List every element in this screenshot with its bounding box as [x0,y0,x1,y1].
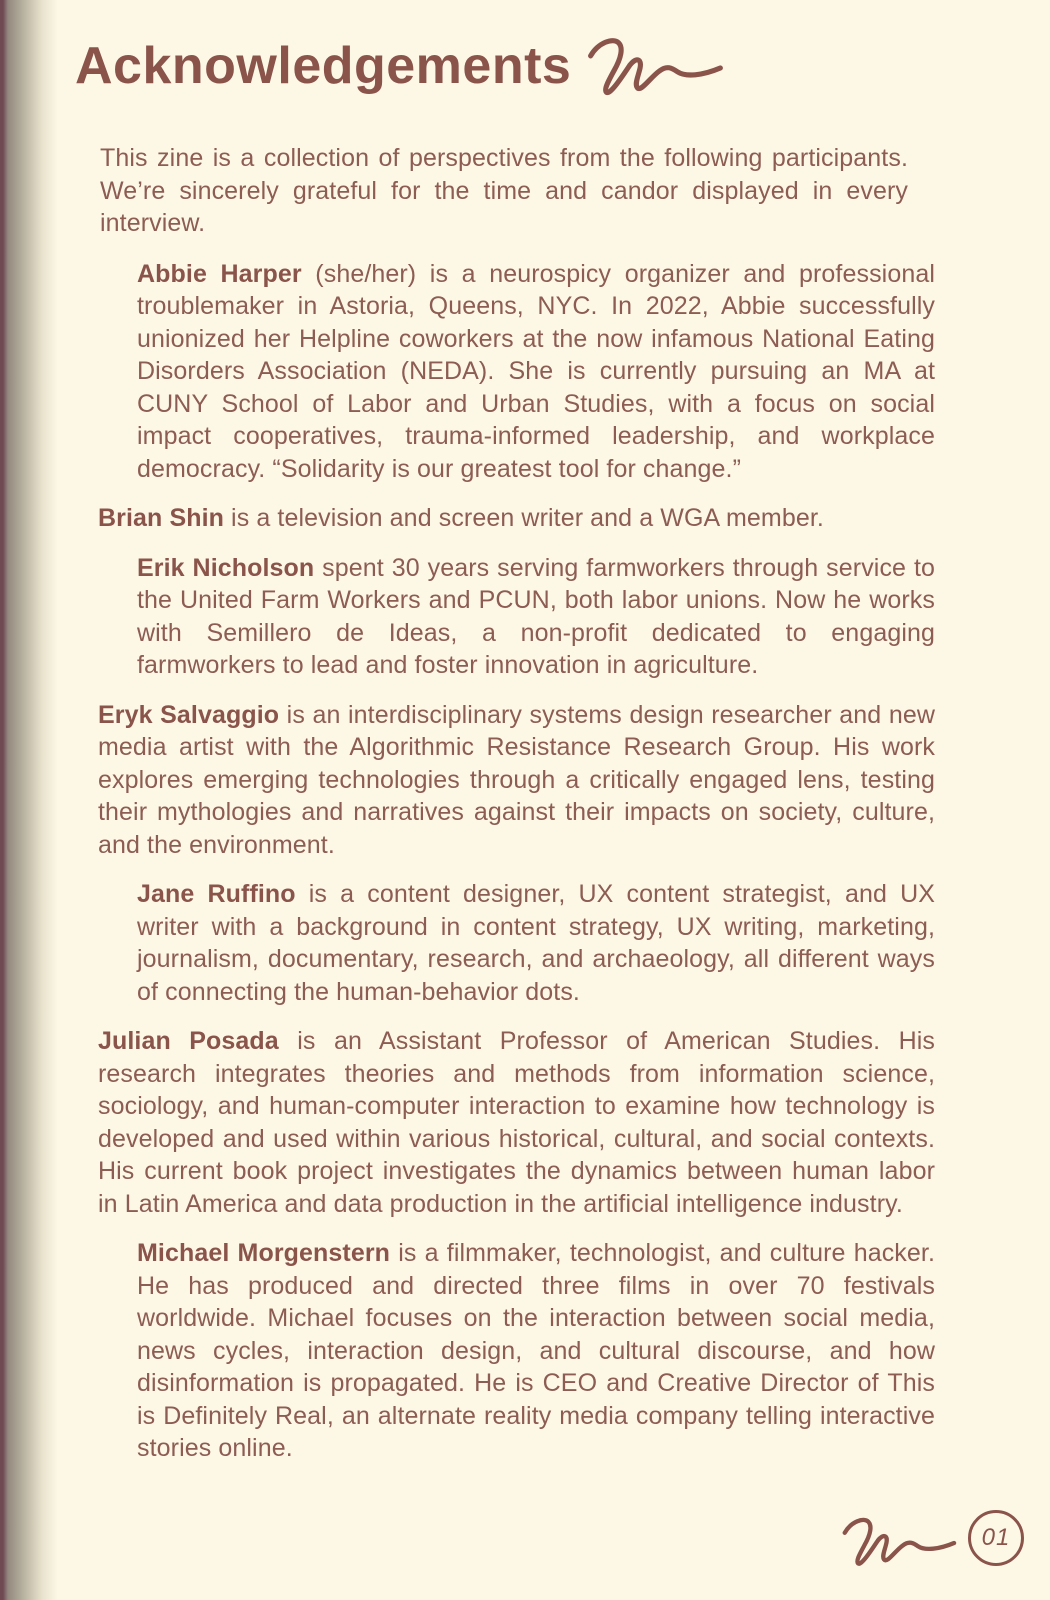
bio-name: Jane Ruffino [137,880,296,908]
bio-name: Brian Shin [98,504,225,532]
bio-list [98,258,935,1465]
bio-name: Julian Posada [98,1027,279,1055]
page-footer [840,1510,1024,1566]
page-number-badge [968,1510,1024,1566]
bio-name: Eryk Salvaggio [98,700,280,729]
bio-text: is a television and screen writer and a WGA member. [224,504,824,532]
bio-name: Abbie Harper [137,259,302,288]
bio-brian-shin [98,502,935,535]
page-number: 01 [981,1524,1011,1551]
bio-name: Erik Nicholson [137,553,315,582]
bio-michael-morgenstern [98,1237,935,1465]
bio-text: (she/her) is a neurospicy organizer and professional troublemaker in Astoria, Queens, NYC. In 2022, Abbie successfully unionized her Helpline coworkers at the now infamous National Eating Disorders Association (NEDA). She is currently pursuing an MA at CUNY School of Labor and Urban Studies, with a focus on social impact cooperatives, trauma-informed leadership, and workplace democracy. “Solidarity is our greatest tool for change.” [137,259,935,483]
bio-name: Michael Morgenstern [137,1239,391,1267]
bio-erik-nicholson [98,552,935,682]
bio-eryk-salvaggio [98,699,935,862]
page-title: Acknowledgements [75,37,572,95]
squiggle-flourish-icon [840,1514,958,1572]
bio-text: is an Assistant Professor of American Studies. His research integrates theories and methods from information science, sociology, and human-computer interaction to examine how technology is developed and used within various historical, cultural, and social contexts. His current book project investigates the dynamics between human labor in Latin America and data production in the artificial intelligence industry. [98,1027,935,1218]
intro-paragraph: This zine is a collection of perspectives from the following participants. We’re sincerely grateful for the time and candor displayed in every interview. [100,144,908,237]
squiggle-flourish-icon [585,34,725,102]
bio-abbie-harper [98,258,935,486]
page-spine-shadow [0,0,58,1600]
bio-text: is an interdisciplinary systems design researcher and new media artist with the Algorithmic Resistance Research Group. His work explores emerging technologies through a critically engaged lens, testing their mythologies and narratives against their impacts on society, culture, and the environment. [98,700,935,859]
bio-text: is a filmmaker, technologist, and culture hacker. He has produced and directed three films in over 70 festivals worldwide. Michael focuses on the interaction between social media, news cycles, interaction design, and cultural discourse, and how disinformation is propagated. He is CEO and Creative Director of This is Definitely Real, an alternate reality media company telling interactive stories online. [137,1239,936,1462]
bio-text: is a content designer, UX content strategist, and UX writer with a background in content strategy, UX writing, marketing, journalism, documentary, research, and archaeology, all different ways of connecting the human-behavior dots. [137,880,935,1006]
zine-page [75,38,935,1465]
bio-jane-ruffino [98,878,935,1008]
bio-julian-posada [98,1025,935,1220]
bio-text: spent 30 years serving farmworkers through service to the United Farm Workers and PCUN, both labor unions. Now he works with Semillero de Ideas, a non-profit dedicated to engaging farmworkers to lead and foster innovation in agriculture. [137,553,935,679]
title-row [75,38,935,102]
